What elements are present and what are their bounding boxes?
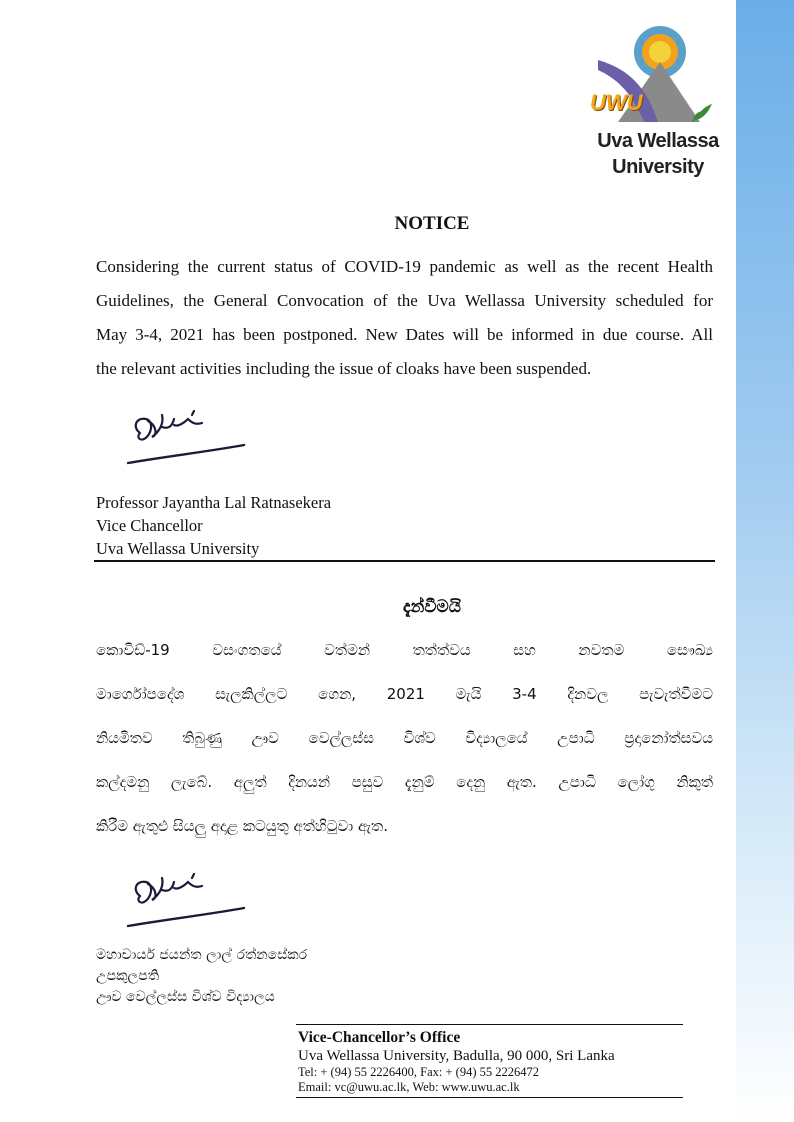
section-divider <box>94 560 715 562</box>
signatory-institution-si: ඌව වෙල්ලස්ස විශ්ව විද්‍යාලය <box>96 989 275 1005</box>
notice-body-en <box>96 250 713 386</box>
office-email: Email: vc@uwu.ac.lk, Web: www.uwu.ac.lk <box>298 1080 520 1094</box>
logo-abbreviation: UWU <box>590 90 643 115</box>
notice-title-si: දැන්වීමයි <box>402 597 462 617</box>
side-gradient-bar <box>736 0 794 1122</box>
signatory-name: Professor Jayantha Lal Ratnasekera <box>96 493 332 512</box>
signature-image <box>122 405 252 465</box>
signatory-position: Vice Chancellor <box>96 516 203 535</box>
notice-title: NOTICE <box>394 213 470 234</box>
signatory-si <box>96 945 307 1008</box>
signatory-position-si: උපකුලපති <box>96 968 160 984</box>
signatory-name-si: මහාචාර්ය ජයන්ත ලාල් රත්නසේකර <box>96 947 308 963</box>
notice-line-si: මාර්ගෝපදේශ සැලකිල්ලට ගෙන, 2021 මැයි 3-4 දිනවල පැවැත්වීමට <box>96 685 713 703</box>
office-footer <box>296 1024 683 1098</box>
notice-line: the relevant activities including the issue of cloaks have been suspended. <box>96 359 592 378</box>
office-address: Uva Wellassa University, Badulla, 90 000, Sri Lanka <box>298 1048 615 1064</box>
logo-name-line2: University <box>612 156 704 178</box>
notice-line: Guidelines, the General Convocation of the Uva Wellassa University scheduled for <box>96 291 713 310</box>
signatory-en <box>96 491 331 560</box>
office-title: Vice-Chancellor’s Office <box>298 1029 461 1046</box>
notice-line-si: නියමිතව තිබුණු ඌව වෙල්ලස්ස විශ්ව විද්‍යාලයේ උපාධි ප්‍රදානෝත්සවය <box>96 729 713 747</box>
office-phone: Tel: + (94) 55 2226400, Fax: + (94) 55 2226472 <box>298 1065 539 1079</box>
notice-line: May 3-4, 2021 has been postponed. New Dates will be informed in due course. All <box>96 325 713 344</box>
signatory-institution: Uva Wellassa University <box>96 539 260 558</box>
signature-image <box>122 868 252 928</box>
notice-line-si: කිරීම ඇතුළු සියලු අදාළ කටයුතු අත්හිටුවා ඇත. <box>96 817 388 835</box>
logo-name-line1: Uva Wellassa <box>597 130 719 152</box>
university-logo <box>588 22 728 190</box>
notice-line-si: කල්දමනු ලැබේ. අලුත් දිනයන් පසුව දැනුම් දෙනු ඇත. උපාධි ලෝගු නිකුත් <box>96 773 713 791</box>
notice-line: Considering the current status of COVID-19 pandemic as well as the recent Health <box>96 257 713 276</box>
notice-body-si <box>96 628 713 848</box>
notice-line-si: කොවිඩ්-19 වසංගතයේ වත්මන් තත්ත්වය සහ නවතම සෞඛ්‍ය <box>96 641 713 659</box>
